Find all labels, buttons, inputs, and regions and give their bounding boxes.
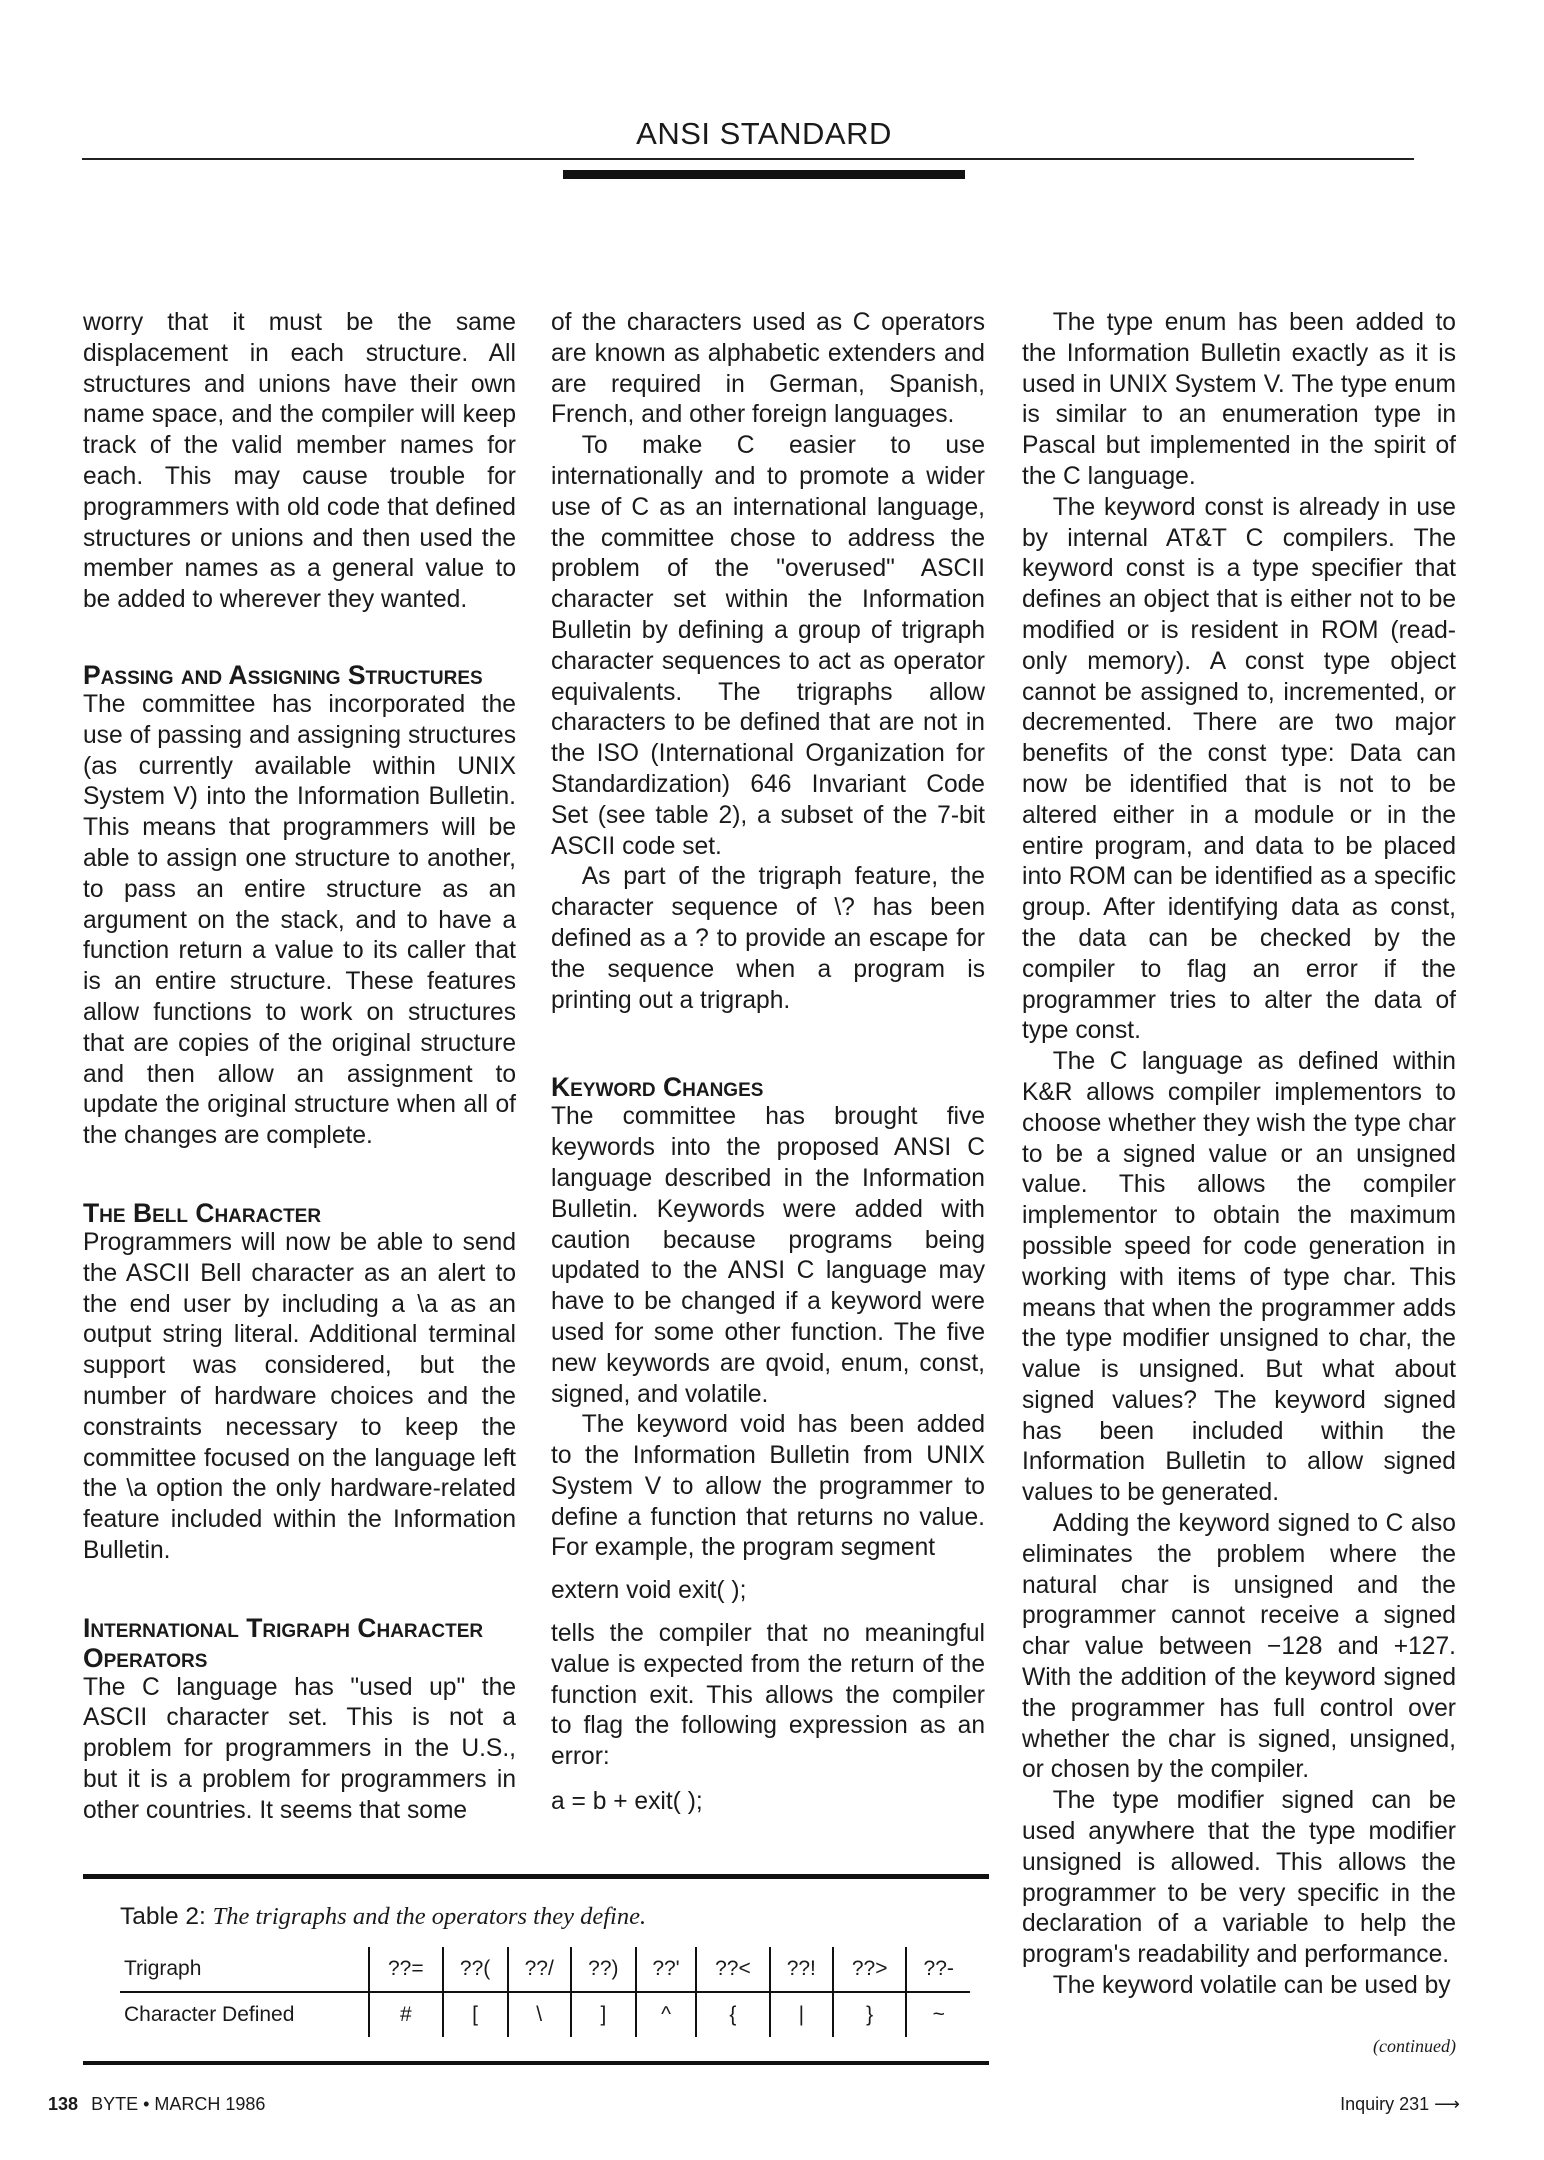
- trigraph-cell: ??': [636, 1947, 696, 1992]
- trigraph-grid: [120, 1947, 970, 2037]
- character-cell: ]: [571, 1992, 636, 2037]
- trigraph-cell: ??): [571, 1947, 636, 1992]
- trigraph-cell: ??-: [906, 1947, 970, 1992]
- paragraph: The type modifier signed can be used anywhere that the type modifier unsigned is allowed. This allows the programmer to be very specific in the declaration of a variable to help the program's readability and performance.: [1022, 1787, 1456, 1969]
- table-row: [120, 1992, 970, 2037]
- character-cell: ~: [932, 2003, 945, 2026]
- paragraph: The committee has incorporated the use of passing and assigning structures (as currently available within UNIX System V) into the Information Bulletin. This means that programmers will be able to assign one structure to another, to pass an entire structure as an argument on the stack, and to have a function return a value to its caller that is an entire structure. These features allow functions to work on structures that are copies of the original structure and then allow an assignment to update the original structure when all of the changes are complete.: [83, 690, 516, 1150]
- row-label-trigraph: Trigraph: [120, 1947, 369, 1992]
- header-rule: [82, 158, 1414, 160]
- paragraph: worry that it must be the same displacement in each structure. All structures and unions have their own name space, and the compiler will keep track of the valid member names for each. This may cause trouble for programmers with old code that defined structures or unions and then used the member names as a general value to be added to wherever they wanted.: [83, 309, 516, 614]
- character-cell: #: [369, 1992, 443, 2037]
- table-caption-text: The trigraphs and the operators they define.: [212, 1903, 647, 1930]
- section-heading: International Trigraph Character Operators: [83, 1612, 484, 1673]
- inquiry-note: Inquiry 231 ⟶: [1340, 2094, 1460, 2114]
- character-cell: [: [443, 1992, 508, 2037]
- column-1: [83, 308, 516, 1827]
- code-line: extern void exit( );: [551, 1577, 747, 1605]
- trigraph-cell: ??/: [508, 1947, 571, 1992]
- paragraph: The C language as defined within K&R allows compiler implementors to choose whether they wish the type char to be a signed value or an unsigned value. This allows the compiler implementor to obtain the maximum possible speed for code generation in working with items of type char. This means that when the programmer adds the type modifier unsigned to char, the value is unsigned. But what about signed values? The keyword signed has been included within the Information Bulletin to allow signed values to be generated.: [1022, 1048, 1456, 1507]
- character-cell: }: [833, 1992, 907, 2037]
- page-number: 138: [48, 2094, 79, 2114]
- continued-note: (continued): [1373, 2036, 1456, 2056]
- column-2: [551, 308, 985, 1818]
- paragraph: The C language has "used up" the ASCII character set. This is not a problem for programmers in the U.S., but it is a problem for programmers in other countries. It seems that some: [83, 1673, 516, 1824]
- paragraph: The keyword void has been added to the Information Bulletin from UNIX System V to allow the programmer to define a function that returns no value. For example, the program segment: [551, 1411, 985, 1562]
- table-caption: [120, 1903, 646, 1931]
- section-heading: The Bell Character: [83, 1197, 322, 1228]
- paragraph: The keyword const is already in use by internal AT&T C compilers. The keyword const is a type specifier that defines an object that is either not to be modified or is resident in ROM (read-only memory). A const type object cannot be assigned to, incremented, or decremented. There are two major benefits of the const type: Data can now be identified that is not to be altered either in a module or in the entire program, and data to be placed into ROM can be identified as a specific group. After identifying data as const, the data can be checked by the compiler to flag an error if the programmer tries to alter the data of type const.: [1022, 493, 1456, 1045]
- paragraph: As part of the trigraph feature, the character sequence of \? has been defined as a ? to provide an escape for the sequence when a program is printing out a trigraph.: [551, 863, 985, 1014]
- paragraph: Adding the keyword signed to C also eliminates the problem where the natural char is unsigned and the programmer cannot receive a signed char value between −128 and +127. With the addition of the keyword signed the programmer has full control over whether the char is signed, unsigned, or chosen by the compiler.: [1022, 1510, 1456, 1784]
- trigraph-cell: ??(: [443, 1947, 508, 1992]
- table-row: [120, 1947, 970, 1992]
- trigraph-cell: ??!: [770, 1947, 833, 1992]
- page-footer: [48, 2094, 265, 2115]
- paragraph: The type enum has been added to the Information Bulletin exactly as it is used in UNIX System V. The type enum is similar to an enumeration type in Pascal but implemented in the spirit of the C language.: [1022, 309, 1456, 490]
- paragraph: The committee has brought five keywords into the proposed ANSI C language described in the Information Bulletin. Keywords were added with caution because programs being updated to the ANSI C language may have to be changed if a keyword were used for some other function. The five new keywords are qvoid, enum, const, signed, and volatile.: [551, 1103, 985, 1408]
- character-cell: {: [696, 1992, 770, 2037]
- paragraph: of the characters used as C operators are known as alphabetic extenders and are required in German, Spanish, French, and other foreign languages.: [551, 309, 985, 429]
- row-label-character: Character Defined: [120, 1992, 369, 2037]
- character-cell: |: [770, 1992, 833, 2037]
- trigraph-cell: ??>: [833, 1947, 907, 1992]
- section-heading: Keyword Changes: [551, 1072, 764, 1103]
- table-caption-label: Table 2:: [120, 1903, 206, 1930]
- running-header: ANSI STANDARD: [636, 116, 892, 151]
- trigraph-cell: ??=: [369, 1947, 443, 1992]
- column-3: [1022, 308, 1456, 2002]
- section-heading: Passing and Assigning Structures: [83, 659, 483, 690]
- paragraph: The keyword volatile can be used by: [1052, 1972, 1451, 2000]
- code-line: a = b + exit( );: [551, 1788, 703, 1816]
- paragraph: To make C easier to use internationally and to promote a wider use of C as an international language, the committee chose to address the problem of the "overused" ASCII character set within the Information Bulletin by defining a group of trigraph character sequences to act as operator equivalents. The trigraphs allow characters to be defined that are not in the ISO (International Organization for Standardization) 646 Invariant Code Set (see table 2), a subset of the 7-bit ASCII code set.: [551, 432, 985, 860]
- character-cell: \: [508, 1992, 571, 2037]
- paragraph: Programmers will now be able to send the ASCII Bell character as an alert to the end user by including a \a as an output string literal. Additional terminal support was considered, but the number of hardware choices and the constraints necessary to keep the committee focused on the language left the \a option the only hardware-related feature included within the Information Bulletin.: [83, 1228, 516, 1564]
- trigraph-table: [83, 1874, 989, 2065]
- trigraph-cell: ??<: [696, 1947, 770, 1992]
- paragraph: tells the compiler that no meaningful value is expected from the return of the function exit. This allows the compiler to flag the following expression as an error:: [551, 1620, 985, 1771]
- header-bar: [563, 170, 965, 179]
- character-cell: ^: [636, 1992, 696, 2037]
- publication-info: BYTE • MARCH 1986: [91, 2094, 266, 2114]
